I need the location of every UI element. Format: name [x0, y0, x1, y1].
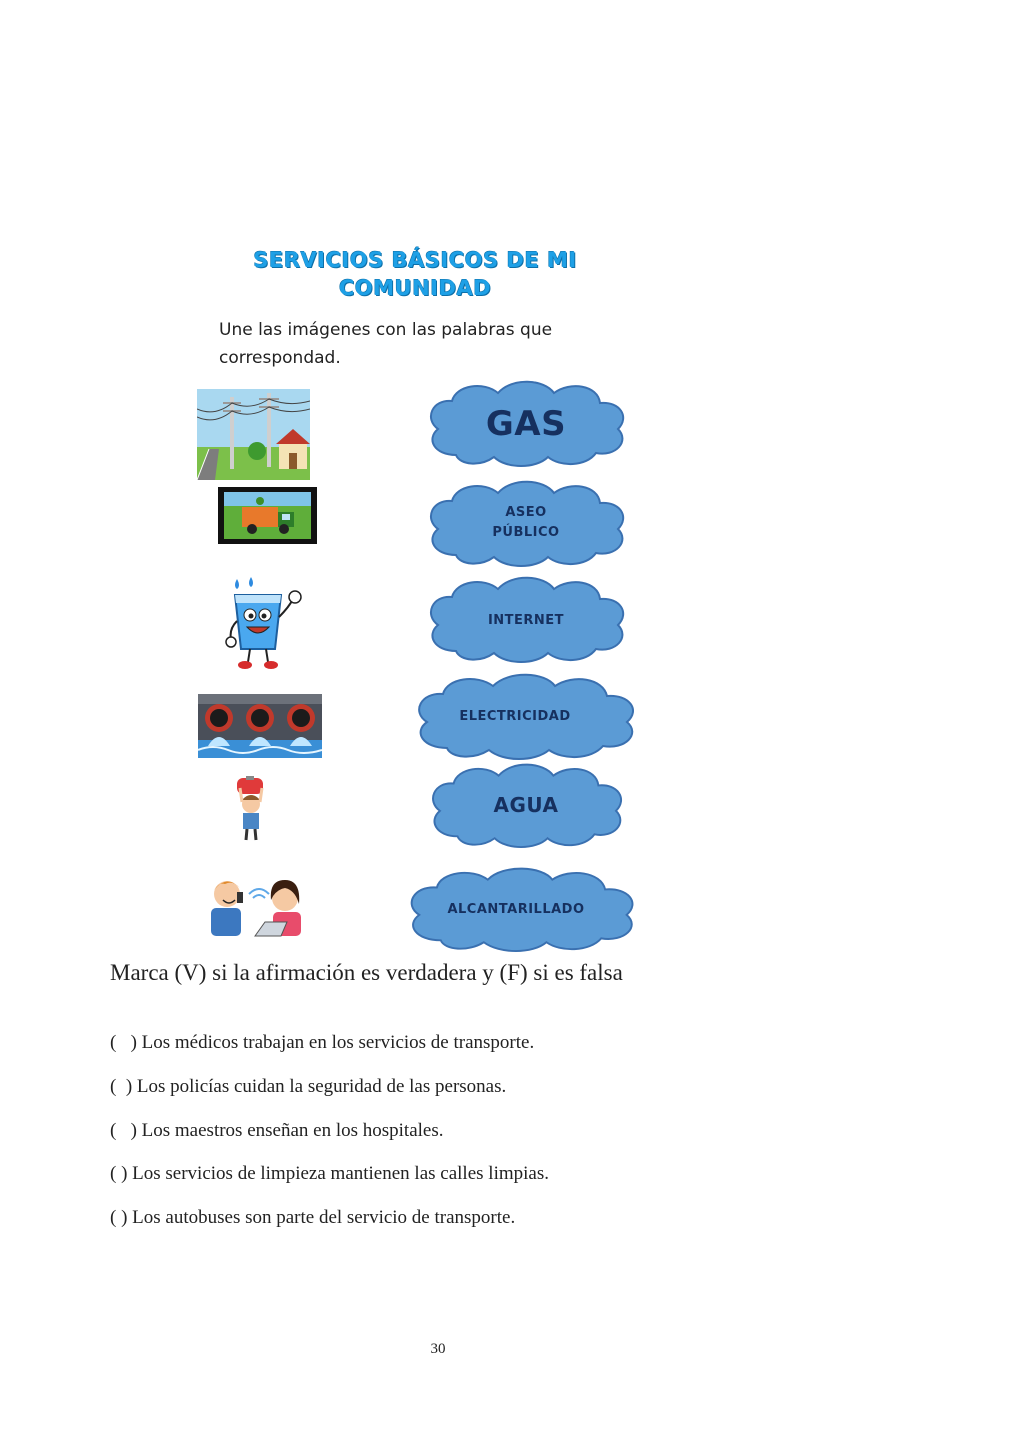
cloud-agua[interactable]: [420, 760, 632, 850]
cloud-aseo-publico[interactable]: [420, 477, 632, 569]
statement-4: ( ) Los servicios de limpieza mantienen las calles limpias.: [110, 1163, 549, 1184]
cloud-label: ELECTRICIDAD: [459, 708, 571, 724]
cloud-label: INTERNET: [487, 612, 565, 628]
worksheet-title-line2: COMUNIDAD: [338, 276, 492, 300]
cloud-label: ASEO PÚBLICO: [492, 505, 560, 540]
garbage-truck-icon: [218, 487, 317, 544]
statement-2: ( ) Los policías cuidan la seguridad de las personas.: [110, 1076, 507, 1097]
statement-5: ( ) Los autobuses son parte del servicio de transporte.: [110, 1207, 516, 1228]
matching-worksheet: [193, 236, 637, 958]
statement-3: ( ) Los maestros enseñan en los hospitales.: [110, 1120, 444, 1141]
cloud-internet[interactable]: [420, 573, 632, 667]
water-glass-icon: [223, 577, 307, 670]
worksheet-title-line1: SERVICIOS BÁSICOS DE MI: [253, 248, 577, 272]
internet-users-icon: [203, 872, 307, 938]
worksheet-instruction: Une las imágenes con las palabras que correspondad.: [219, 320, 553, 368]
power-lines-icon: [197, 389, 310, 480]
sewer-pipes-icon: [198, 694, 322, 758]
statement-1: ( ) Los médicos trabajan en los servicios de transporte.: [110, 1032, 535, 1053]
cloud-label: ALCANTARILLADO: [447, 901, 585, 917]
cloud-gas[interactable]: [420, 377, 632, 471]
cloud-electricidad[interactable]: [407, 670, 637, 762]
cloud-alcantarillado[interactable]: [397, 864, 637, 954]
worksheet-title: [193, 246, 637, 302]
true-false-title: Marca (V) si la afirmación es verdadera y (F) si es falsa: [110, 960, 623, 985]
gas-cylinder-icon: [231, 776, 271, 842]
page-number: 30: [430, 1341, 446, 1357]
cloud-label: AGUA: [493, 793, 559, 817]
cloud-label: GAS: [485, 404, 567, 444]
